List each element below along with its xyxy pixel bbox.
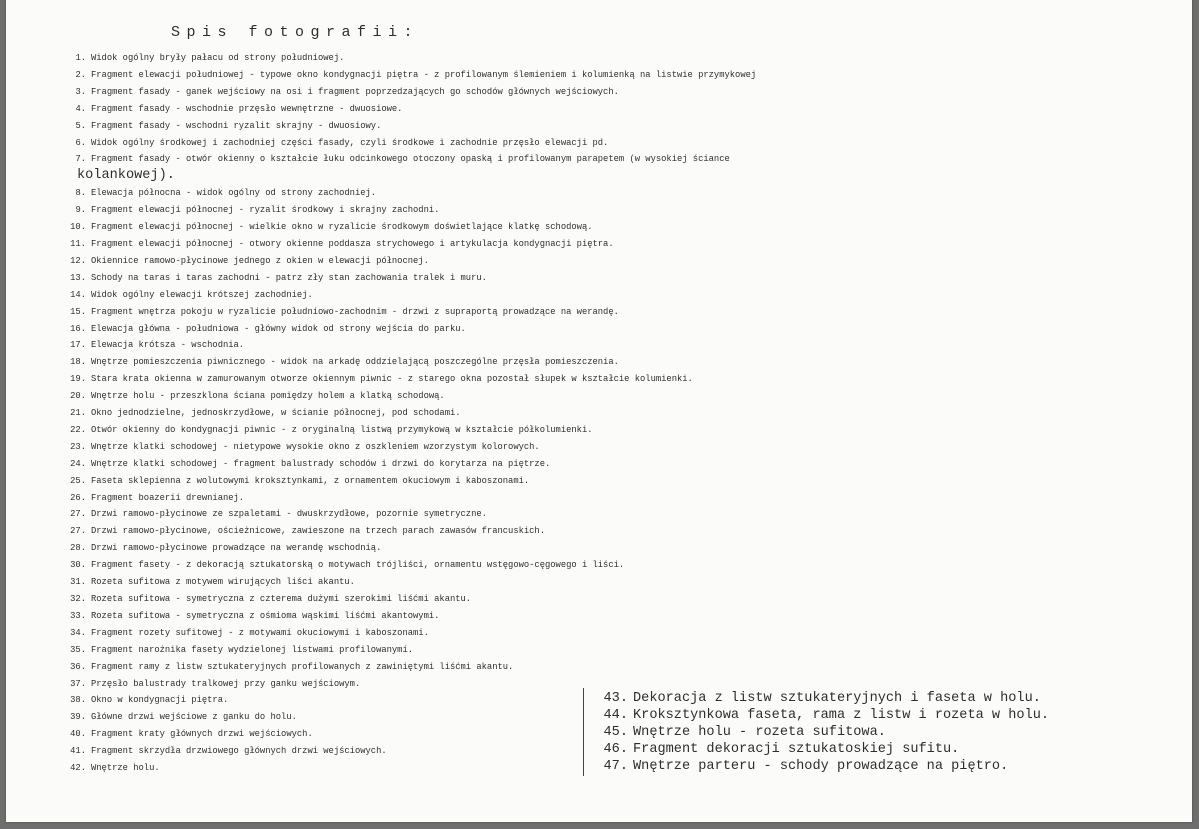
entry-row <box>54 101 1184 118</box>
entry-text: Elewacja krótsza - wschodnia. <box>91 340 245 351</box>
entry-row <box>596 690 1049 707</box>
entry-number: 5. <box>75 120 86 131</box>
entry-row <box>54 456 1184 473</box>
list-item <box>54 405 1184 422</box>
entry-text: Fragment fasady - wschodnie przęsło wewnętrzne - dwuosiowe. <box>91 103 403 114</box>
entry-row <box>54 253 1184 270</box>
entry-number: 44. <box>603 708 628 723</box>
entry-row <box>54 540 1184 557</box>
entry-number: 12. <box>70 255 86 266</box>
entry-text: Rozeta sufitowa - symetryczna z ośmioma wąskimi liśćmi akantowymi. <box>91 610 440 621</box>
entry-row <box>596 741 1049 758</box>
column-divider <box>583 688 584 776</box>
entry-number: 21. <box>70 408 86 419</box>
entry-text: Fragment boazerii drewnianej. <box>91 492 245 503</box>
entry-row <box>596 758 1049 775</box>
entry-number: 33. <box>70 610 86 621</box>
entry-number: 27. <box>70 526 86 537</box>
entry-number: 27. <box>70 509 86 520</box>
list-item <box>54 101 1184 118</box>
list-item <box>54 574 1184 591</box>
entry-text: Fragment elewacji północnej - otwory okienne poddasza strychowego i artykulacja kondygnacji piętra. <box>91 238 614 249</box>
list-item <box>596 707 1049 724</box>
entry-number: 30. <box>70 560 86 571</box>
entry-number: 3. <box>75 86 86 97</box>
entry-text: Przęsło balustrady tralkowej przy ganku wejściowym. <box>91 678 361 689</box>
entry-row <box>54 625 1184 642</box>
list-item <box>54 523 1184 540</box>
list-item <box>596 690 1049 707</box>
entry-number: 26. <box>70 492 86 503</box>
entry-row <box>54 84 1184 101</box>
entry-text: Fragment elewacji północnej - ryzalit środkowy i skrajny zachodni. <box>91 205 440 216</box>
entry-text: Fragment rozety sufitowej - z motywami okuciowymi i kaboszonami. <box>91 627 429 638</box>
list-item <box>54 557 1184 574</box>
entry-text: Wnętrze holu - przeszklona ściana pomiędzy holem a klatką schodową. <box>91 391 445 402</box>
list-item <box>54 625 1184 642</box>
entry-row <box>54 422 1184 439</box>
entry-row <box>54 523 1184 540</box>
entry-text: Wnętrze pomieszczenia piwnicznego - widok na arkadę oddzielającą poszczególne przęsła pomieszczenia. <box>91 357 619 368</box>
entry-number: 20. <box>70 391 86 402</box>
entry-text: Wnętrze holu. <box>91 763 160 774</box>
list-item <box>54 337 1184 354</box>
entry-row <box>54 118 1184 135</box>
list-item <box>54 354 1184 371</box>
entry-row <box>54 591 1184 608</box>
entry-number: 17. <box>70 340 86 351</box>
entry-number: 28. <box>70 543 86 554</box>
entry-text: Wnętrze parteru - schody prowadzące na piętro. <box>633 759 1009 774</box>
entry-number: 35. <box>70 644 86 655</box>
list-item <box>54 506 1184 523</box>
entry-row <box>54 490 1184 507</box>
list-item <box>54 642 1184 659</box>
entry-text: Fragment ramy z listw sztukateryjnych profilowanych z zawiniętymi liśćmi akantu. <box>91 661 514 672</box>
list-item <box>54 388 1184 405</box>
entry-number: 43. <box>603 691 628 706</box>
entry-row <box>596 707 1049 724</box>
entry-row <box>54 473 1184 490</box>
list-item <box>54 185 1184 202</box>
entry-text: Okiennice ramowo-płycinowe jednego z okien w elewacji północnej. <box>91 255 429 266</box>
entry-number: 34. <box>70 627 86 638</box>
entry-number: 10. <box>70 222 86 233</box>
entry-row <box>54 608 1184 625</box>
entry-text: Widok ogólny bryły pałacu od strony południowej. <box>91 53 345 63</box>
entry-number: 36. <box>70 661 86 672</box>
list-item <box>54 253 1184 270</box>
entry-text: Okno jednodzielne, jednoskrzydłowe, w ścianie północnej, pod schodami. <box>91 408 461 419</box>
entry-row <box>54 574 1184 591</box>
list-item <box>54 304 1184 321</box>
entry-row <box>54 270 1184 287</box>
entry-number: 38. <box>70 695 86 706</box>
entry-text: Kroksztynkowa faseta, rama z listw i rozeta w holu. <box>633 708 1050 723</box>
entry-number: 18. <box>70 357 86 368</box>
entry-text: Dekoracja z listw sztukateryjnych i faseta w holu. <box>633 691 1041 706</box>
entry-row <box>54 337 1184 354</box>
entry-row <box>54 405 1184 422</box>
entry-row <box>54 642 1184 659</box>
entry-row <box>54 439 1184 456</box>
entry-text: Fragment fasady - otwór okienny o kształcie łuku odcinkowego otoczony opaską i profilowanym parapetem (w wysokiej ściance <box>91 154 730 165</box>
entry-row <box>54 67 1184 84</box>
entry-number: 9. <box>75 205 86 216</box>
entry-text: Fragment dekoracji sztukatoskiej sufitu. <box>633 742 960 757</box>
entry-text: Elewacja północna - widok ogólny od strony zachodniej. <box>91 188 377 199</box>
entry-number: 22. <box>70 424 86 435</box>
list-item <box>54 151 1184 185</box>
entry-text: Wnętrze holu - rozeta sufitowa. <box>633 725 886 740</box>
list-item <box>54 591 1184 608</box>
entry-number: 25. <box>70 475 86 486</box>
list-item <box>54 219 1184 236</box>
entry-row <box>54 371 1184 388</box>
entry-text: Fragment skrzydła drzwiowego głównych drzwi wejściowych. <box>91 746 387 757</box>
list-item <box>54 608 1184 625</box>
entry-number: 41. <box>70 746 86 757</box>
entry-row <box>54 321 1184 338</box>
entry-number: 15. <box>70 306 86 317</box>
entry-text: Okno w kondygnacji piętra. <box>91 695 229 706</box>
entry-number: 19. <box>70 374 86 385</box>
entry-number: 1. <box>75 53 86 63</box>
entry-number: 40. <box>70 729 86 740</box>
entry-row <box>54 304 1184 321</box>
entry-text: Otwór okienny do kondygnacji piwnic - z oryginalną listwą przymykową w kształcie półkolumienki. <box>91 424 593 435</box>
entry-text: Główne drzwi wejściowe z ganku do holu. <box>91 712 297 723</box>
entry-number: 47. <box>603 759 628 774</box>
entry-row <box>54 557 1184 574</box>
entry-text: Fragment fasady - wschodni ryzalit skrajny - dwuosiowy. <box>91 120 382 131</box>
entry-number: 2. <box>75 69 86 80</box>
document-sheet <box>6 0 1192 822</box>
entry-text: Fragment fasady - ganek wejściowy na osi i fragment poprzedzających go schodów głównych wejściowych. <box>91 86 619 97</box>
list-item <box>54 371 1184 388</box>
entry-text: Fragment narożnika fasety wydzielonej listwami profilowanymi. <box>91 644 414 655</box>
entry-row <box>54 202 1184 219</box>
photo-list-right <box>596 690 1049 775</box>
entry-text: Rozeta sufitowa - symetryczna z czterema dużymi szerokimi liśćmi akantu. <box>91 594 472 604</box>
list-item <box>54 540 1184 557</box>
entry-text: Widok ogólny środkowej i zachodniej części fasady, czyli środkowe i zachodnie przęsło elewacji pd. <box>91 137 609 148</box>
list-item <box>54 490 1184 507</box>
entry-number: 31. <box>70 577 86 588</box>
entry-row <box>54 185 1184 202</box>
entry-row <box>54 287 1184 304</box>
list-item <box>54 118 1184 135</box>
entry-text-continuation: kolankowej). <box>77 168 175 184</box>
entry-text: Fragment elewacji południowej - typowe okno kondygnacji piętra - z profilowanym ślemieniem i kolumienką na listwie przymykowej <box>91 69 757 80</box>
list-item <box>54 439 1184 456</box>
entry-text: Stara krata okienna w zamurowanym otworze okiennym piwnic - z starego okna pozostał słupek w kształcie kolumienki. <box>91 374 693 385</box>
entry-number: 13. <box>70 272 86 283</box>
list-item <box>54 287 1184 304</box>
entry-row <box>54 50 1184 67</box>
entry-text: Drzwi ramowo-płycinowe ze szpaletami - dwuskrzydłowe, pozornie symetryczne. <box>91 509 487 520</box>
list-item <box>54 321 1184 338</box>
list-item <box>596 741 1049 758</box>
entry-row <box>54 219 1184 236</box>
list-item <box>54 422 1184 439</box>
entry-number: 14. <box>70 289 86 300</box>
entry-number: 46. <box>603 742 628 757</box>
list-item <box>54 84 1184 101</box>
entry-text: Drzwi ramowo-płycinowe prowadzące na werandę wschodnią. <box>91 543 382 554</box>
list-item <box>54 202 1184 219</box>
entry-number: 32. <box>70 594 86 604</box>
entry-text: Rozeta sufitowa z motywem wirujących liści akantu. <box>91 577 355 588</box>
entry-number: 37. <box>70 678 86 689</box>
list-item <box>54 135 1184 152</box>
list-item <box>54 50 1184 67</box>
list-item <box>596 758 1049 775</box>
entry-number: 39. <box>70 712 86 723</box>
entry-row <box>54 659 1184 676</box>
list-item <box>54 270 1184 287</box>
entry-row <box>54 506 1184 523</box>
entry-text: Schody na taras i taras zachodni - patrz zły stan zachowania tralek i muru. <box>91 272 487 283</box>
entry-row <box>54 135 1184 152</box>
entry-text: Wnętrze klatki schodowej - nietypowe wysokie okno z oszkleniem wzorzystym kolorowych. <box>91 441 540 452</box>
entry-number: 42. <box>70 763 86 774</box>
list-heading: Spis fotografii: <box>171 24 420 41</box>
entry-number: 7. <box>75 154 86 165</box>
photo-list-left <box>54 50 1184 777</box>
entry-number: 6. <box>75 137 86 148</box>
list-item <box>54 236 1184 253</box>
entry-text: Fragment fasety - z dekoracją sztukatorską o motywach trójliści, ornamentu wstęgowo-cęgowego i liści. <box>91 560 625 571</box>
list-item <box>54 67 1184 84</box>
entry-number: 24. <box>70 458 86 469</box>
entry-row <box>54 354 1184 371</box>
list-item <box>54 473 1184 490</box>
entry-text: Fragment kraty głównych drzwi wejściowych. <box>91 729 313 740</box>
entry-row <box>54 236 1184 253</box>
entry-text: Fragment wnętrza pokoju w ryzalicie południowo-zachodnim - drzwi z supraportą prowadzące na werandę. <box>91 306 619 317</box>
list-item <box>54 659 1184 676</box>
entry-row <box>54 388 1184 405</box>
entry-text: Faseta sklepienna z wolutowymi kroksztynkami, z ornamentem okuciowym i kaboszonami. <box>91 475 530 486</box>
entry-number: 45. <box>603 725 628 740</box>
entry-row <box>596 724 1049 741</box>
entry-text: Drzwi ramowo-płycinowe, ościeżnicowe, zawieszone na trzech parach zawasów francuskich. <box>91 526 545 537</box>
list-item <box>54 456 1184 473</box>
entry-text: Wnętrze klatki schodowej - fragment balustrady schodów i drzwi do korytarza na piętrze. <box>91 458 551 469</box>
entry-text: Elewacja główna - południowa - główny widok od strony wejścia do parku. <box>91 323 466 334</box>
entry-number: 8. <box>75 188 86 199</box>
list-item <box>596 724 1049 741</box>
entry-number: 16. <box>70 323 86 334</box>
entry-number: 4. <box>75 103 86 114</box>
entry-number: 23. <box>70 441 86 452</box>
entry-row <box>54 151 1184 168</box>
entry-text: Widok ogólny elewacji krótszej zachodniej. <box>91 289 313 300</box>
entry-text: Fragment elewacji północnej - wielkie okno w ryzalicie środkowym doświetlające klatkę schodową. <box>91 222 593 233</box>
entry-number: 11. <box>70 238 86 249</box>
